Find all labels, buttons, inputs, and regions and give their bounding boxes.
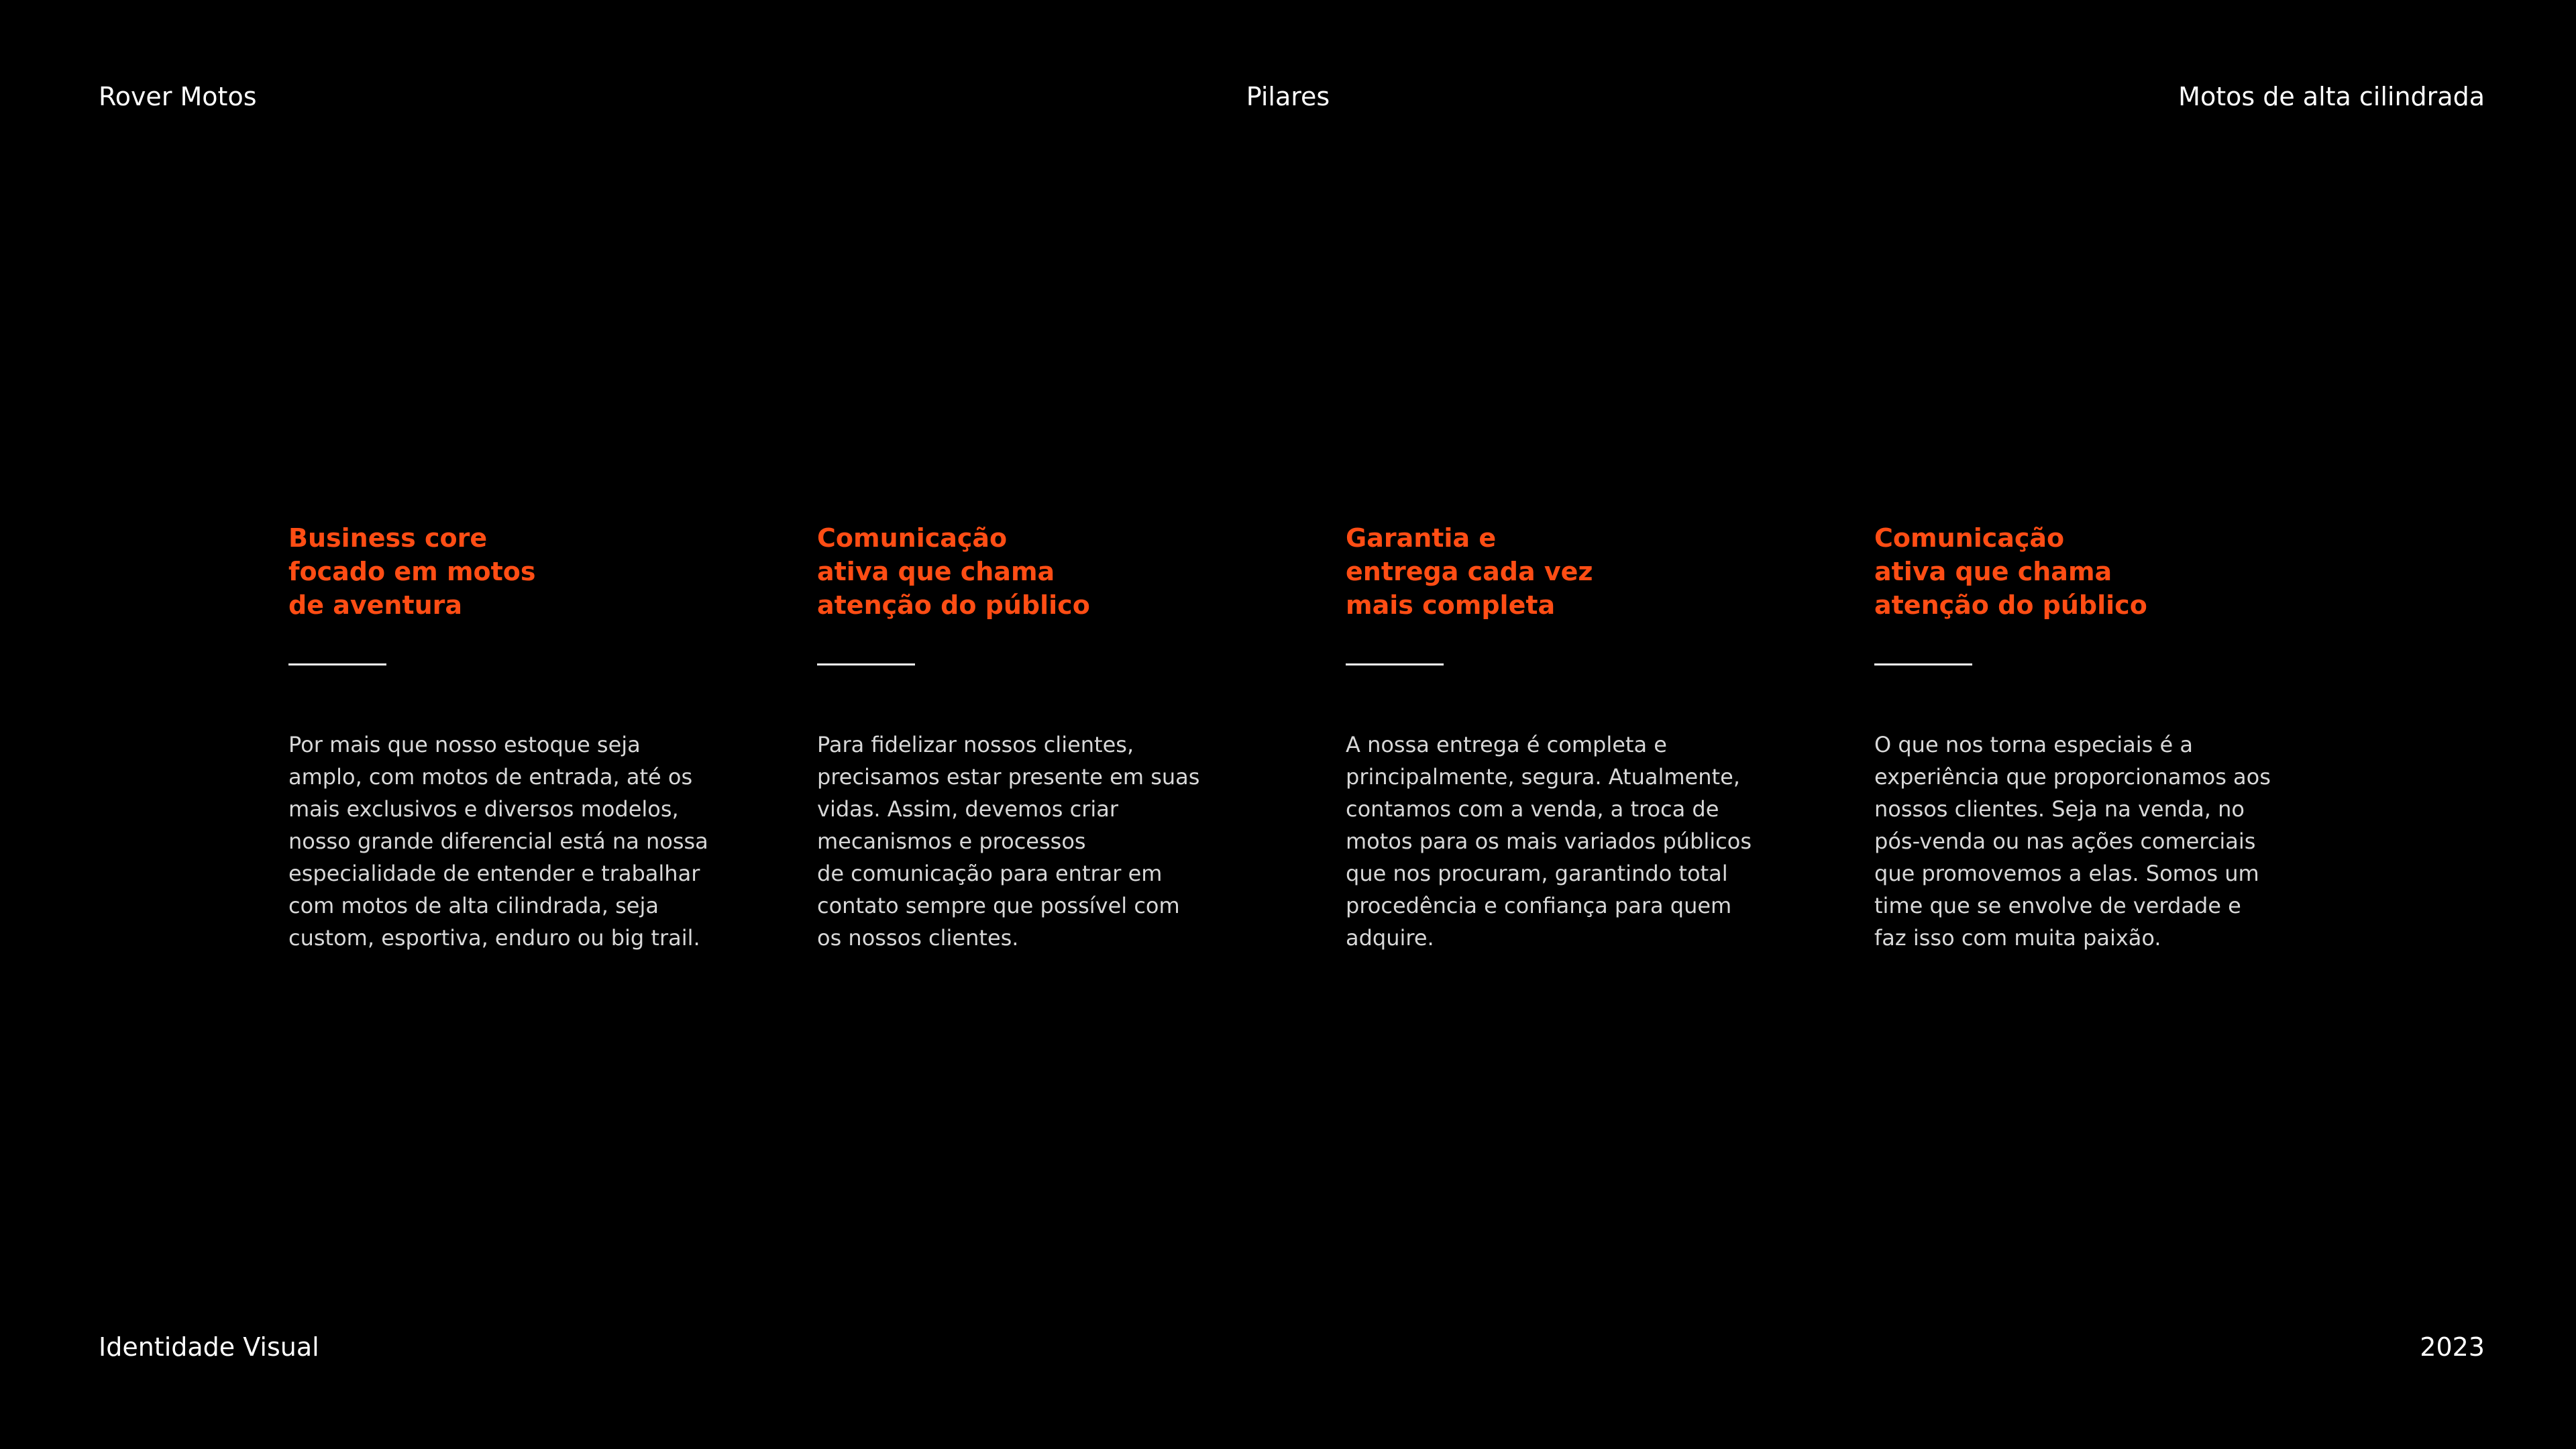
pillar-divider: [817, 663, 915, 665]
footer-label: Identidade Visual: [99, 1332, 319, 1362]
pillar-divider: [1874, 663, 1972, 665]
pillars-grid: [288, 521, 2435, 991]
pillar-text: Para fidelizar nossos clientes, precisamos estar presente em suas vidas. Assim, devemos criar mecanismos e processos de comunicação para entrar em contato sempre que possível com os nossos clientes.: [817, 732, 1200, 951]
header-subtitle: Motos de alta cilindrada: [2178, 82, 2485, 111]
pillar-heading: Business core focado em motos de aventura: [288, 523, 536, 620]
pillar-divider: [1346, 663, 1444, 665]
pillar-text: Por mais que nosso estoque seja amplo, com motos de entrada, até os mais exclusivos e diversos modelos, nosso grande diferencial está na nossa especialidade de entender e trabalhar com motos de alta cilindrada, seja custom, esportiva, enduro ou big trail.: [288, 732, 708, 951]
pillar-divider: [288, 663, 386, 665]
pillar-text: O que nos torna especiais é a experiência que proporcionamos aos nossos clientes. Seja na venda, no pós-venda ou nas ações comerciais que promovemos a elas. Somos um time que se envolve de verdade e faz isso com muita paixão.: [1874, 732, 2271, 951]
pillar-heading: Comunicação ativa que chama atenção do público: [1874, 523, 2147, 620]
pillar-1: [288, 521, 718, 954]
pillar-2: [817, 521, 1246, 954]
pillar-heading: Garantia e entrega cada vez mais completa: [1346, 523, 1593, 620]
footer-year: 2023: [2420, 1332, 2485, 1362]
brand-name: Rover Motos: [99, 82, 257, 111]
pillar-3: [1346, 521, 1775, 954]
pillar-heading: Comunicação ativa que chama atenção do público: [817, 523, 1090, 620]
pillar-4: [1874, 521, 2304, 954]
section-title: Pilares: [1246, 82, 1330, 111]
pillar-text: A nossa entrega é completa e principalmente, segura. Atualmente, contamos com a venda, a troca de motos para os mais variados públicos que nos procuram, garantindo total procedência e confiança para quem adquire.: [1346, 732, 1752, 951]
